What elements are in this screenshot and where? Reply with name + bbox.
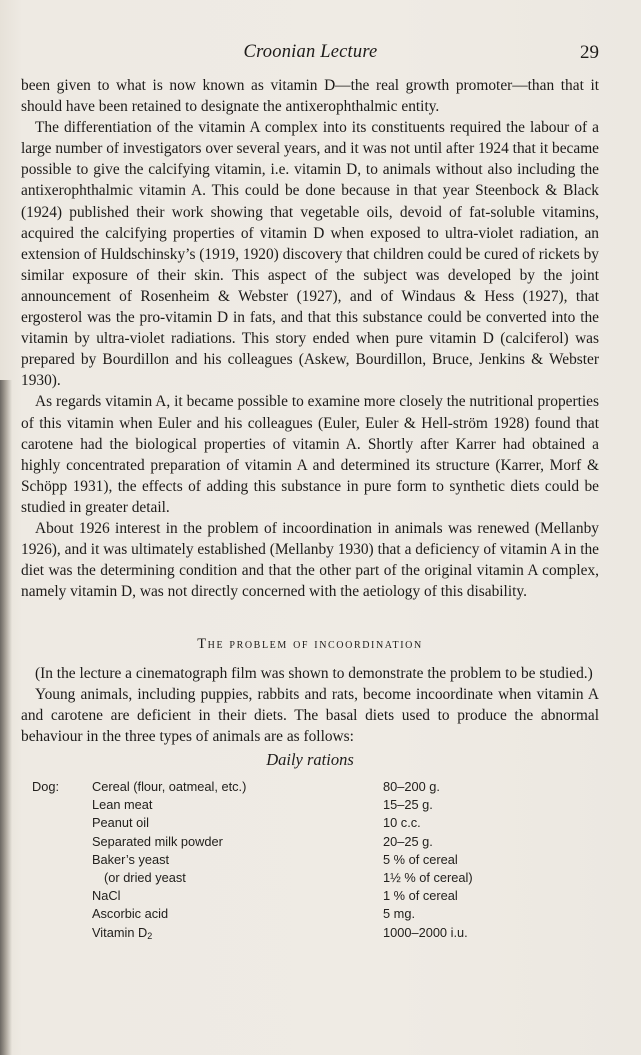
paragraph: As regards vitamin A, it became possible to examine more closely the nutritional properties of this vitamin when Euler and his colleagues (Euler, Euler & Hell-ström 1928) found that carotene had the biological properties of vitamin A. Shortly after Karrer had obtained a highly concentrated preparation of vitamin A and determined its structure (Karrer, Morf & Schöpp 1931), the effects of adding this substance in pure form to synthetic diets could be studied in greater detail. (21, 393, 599, 516)
ration-amount: 5 mg. (383, 906, 416, 922)
ration-item: Separated milk powder (92, 833, 223, 849)
animal-label: Dog: (32, 779, 60, 794)
ration-amounts-column (383, 778, 583, 942)
binding-shadow (0, 380, 12, 1055)
section-heading: The problem of incoordination (197, 636, 423, 652)
body-text-section-1 (21, 75, 599, 602)
ration-amount: 20–25 g. (383, 833, 433, 849)
paragraph: Young animals, including puppies, rabbits and rats, become incoordinate when vitamin A and carotene are deficient in their diets. The basal diets used to produce the abnormal behaviour in the three types of animals are as follows: (21, 686, 599, 746)
ration-item (92, 924, 342, 942)
running-title: Croonian Lecture (243, 42, 378, 62)
ration-item: Cereal (flour, oatmeal, etc.) (92, 779, 247, 794)
ration-item: Baker’s yeast (92, 851, 170, 867)
paragraph-continuation: been given to what is now known as vitamin D—the real growth promoter—than that it should have been retained to designate the antixerophthalmic entity. (21, 77, 599, 116)
paragraph: (In the lecture a cinematograph film was shown to demonstrate the problem to be studied.) (35, 665, 593, 682)
ration-amount: 80–200 g. (383, 779, 440, 794)
ration-amount: 1½ % of cereal) (383, 869, 473, 885)
ration-item: (or dried yeast (104, 869, 186, 885)
ration-amount: 10 c.c. (383, 815, 421, 831)
page-number: 29 (580, 42, 599, 63)
ration-item-subscript: 2 (147, 930, 153, 941)
body-text-section-2 (21, 663, 599, 747)
ration-amount: 15–25 g. (383, 797, 433, 813)
ration-items-column (92, 778, 342, 942)
paragraph: About 1926 interest in the problem of incoordination in animals was renewed (Mellanby 1926), and it was ultimately established (Mellanby 1930) that a deficiency of vitamin A in the diet was the determining condition and that the other part of the original vitamin A complex, namely vitamin D, was not directly concerned with the aetiology of this disability. (21, 519, 599, 601)
page-header (22, 42, 599, 66)
ration-item: Peanut oil (92, 815, 149, 831)
paragraph: The differentiation of the vitamin A complex into its constituents required the labour of a large number of investigators over several years, and it was not until after 1924 that it became possible to give the calcifying vitamin, i.e. vitamin D, to animals without also including the antixerophthalmic vitamin A. This could be done because in that year Steenbock & Black (1924) published their work showing that vegetable oils, devoid of fat-soluble vitamins, acquired the calcifying properties of vitamin D when exposed to ultra-violet radiation, an extension of Huldschinsky’s (1919, 1920) discovery that children could be cured of rickets by similar exposure of their skin. This aspect of the subject was developed by the joint announcement of Rosenheim & Webster (1927), and of Windaus & Hess (1927), that ergosterol was the pro-vitamin D in fats, and that this substance could be converted into the vitamin by ultra-violet radiations. This story ended when pure vitamin D (calciferol) was prepared by Bourdillon and his colleagues (Askew, Bourdillon, Bruce, Jenkins & Webster 1930). (21, 119, 599, 390)
ration-amount: 1 % of cereal (383, 888, 458, 904)
ration-item: Lean meat (92, 797, 153, 813)
ration-amount: 1000–2000 i.u. (383, 924, 468, 940)
ration-item-name: Vitamin D (92, 924, 148, 940)
rations-table-title: Daily rations (266, 750, 354, 769)
ration-item: Ascorbic acid (92, 906, 169, 922)
ration-item: NaCl (92, 888, 121, 904)
ration-amount: 5 % of cereal (383, 851, 458, 867)
